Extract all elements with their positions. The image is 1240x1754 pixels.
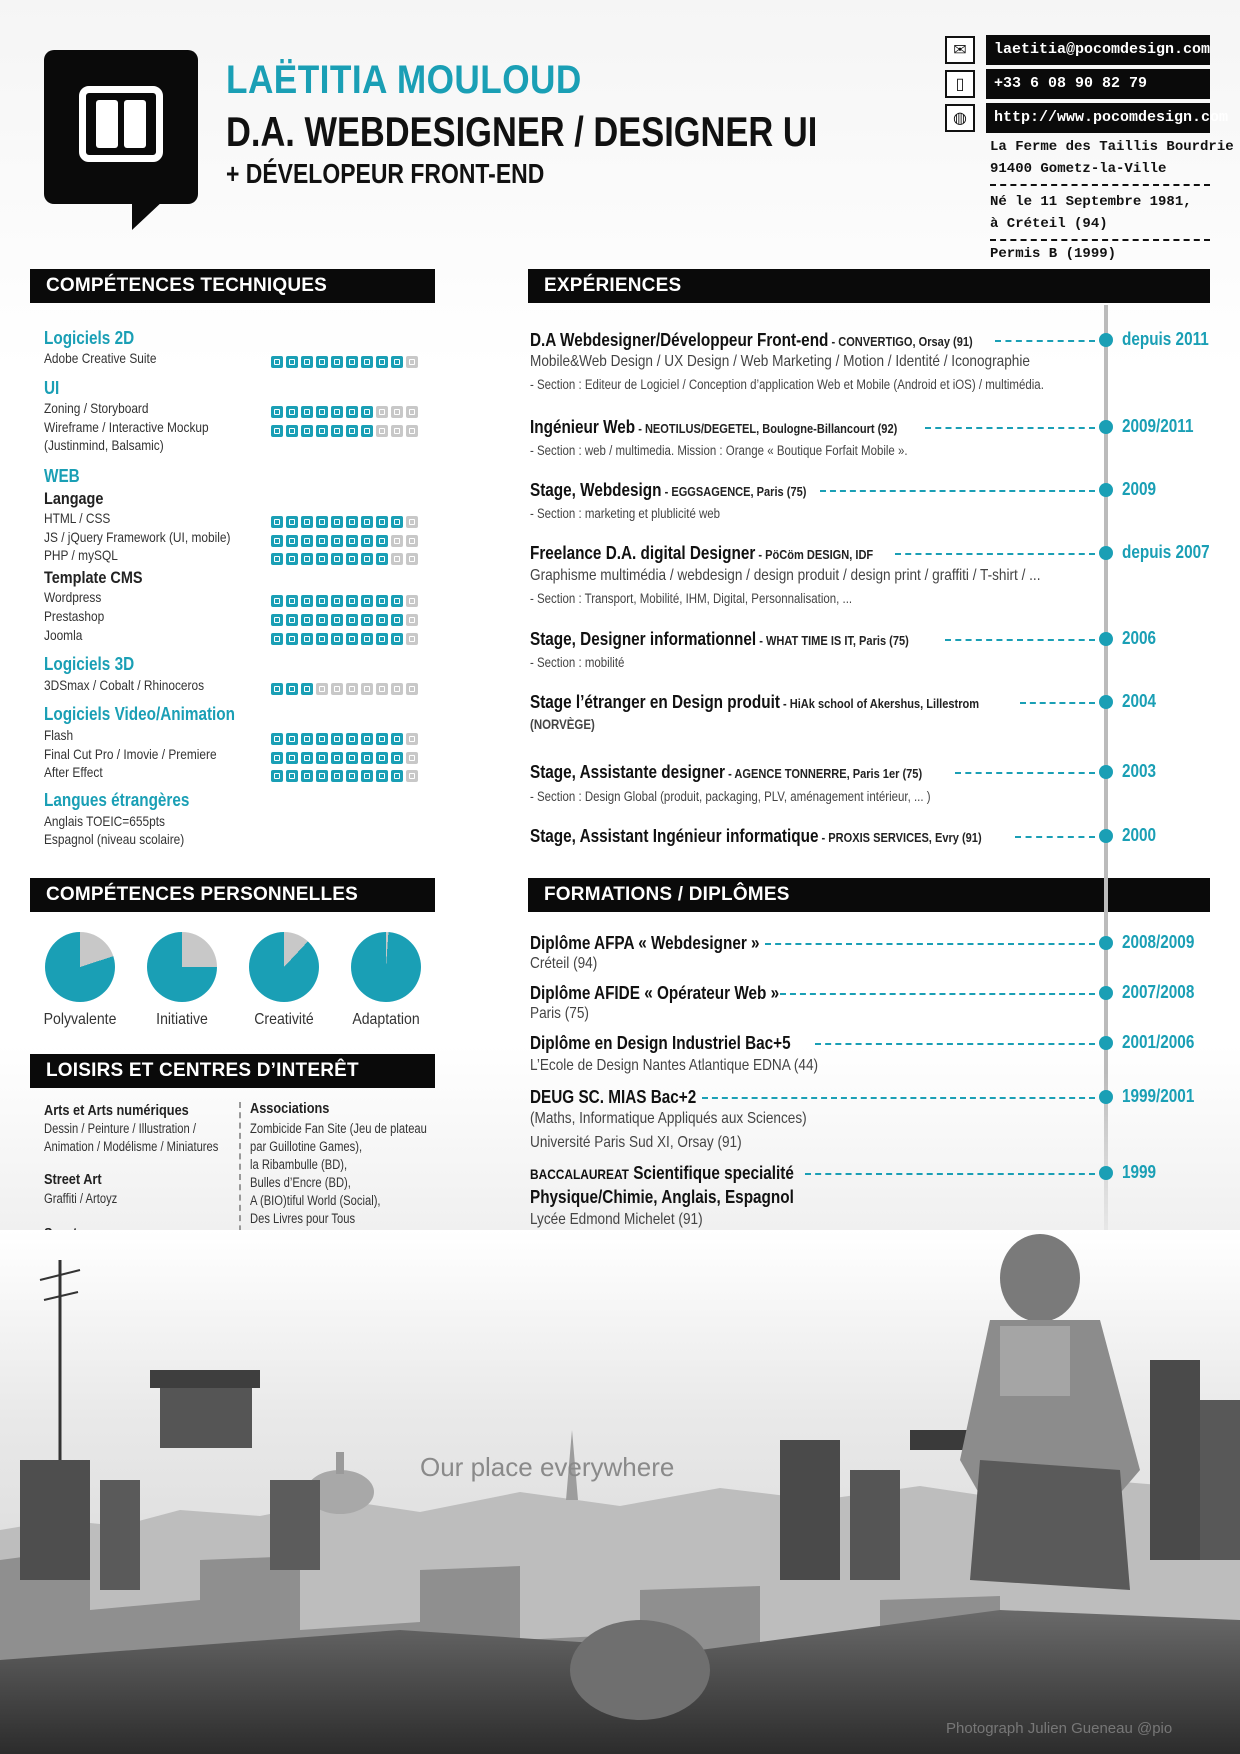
rating-square-filled: [346, 733, 358, 745]
education-title: DEUG SC. MIAS Bac+2: [530, 1087, 697, 1107]
rating-square-filled: [391, 516, 403, 528]
skill-name: (Justinmind, Balsamic): [44, 437, 164, 453]
rating-square-empty: [406, 356, 418, 368]
timeline-connector: [895, 553, 1095, 555]
birth-line-1: Né le 11 Septembre 1981,: [990, 194, 1192, 210]
timeline-connector: [945, 639, 1095, 641]
rating-square-filled: [301, 425, 313, 437]
rating-square-filled: [346, 595, 358, 607]
skill-name: Adobe Creative Suite: [44, 350, 157, 366]
rating-square-filled: [346, 535, 358, 547]
timeline-connector: [805, 1173, 1095, 1175]
email-link[interactable]: laetitia@pocomdesign.com: [986, 35, 1210, 65]
timeline-dot: [1099, 765, 1113, 779]
rating-square-filled: [376, 553, 388, 565]
rating-square-filled: [346, 356, 358, 368]
skill-name: Prestashop: [44, 608, 105, 624]
slogan: Our place everywhere: [420, 1452, 675, 1482]
skill-name: Final Cut Pro / Imovie / Premiere: [44, 746, 217, 762]
section-header-leisure: LOISIRS ET CENTRES D’INTERÊT: [30, 1054, 435, 1088]
rating-square-filled: [301, 752, 313, 764]
phone-number[interactable]: +33 6 08 90 82 79: [986, 69, 1210, 99]
experience-title: D.A Webdesigner/Développeur Front-end - CONVERTIGO, Orsay (91): [530, 330, 973, 350]
rating-square-filled: [361, 535, 373, 547]
rating-square-empty: [331, 683, 343, 695]
rating-square-filled: [271, 733, 283, 745]
skill-rating: [271, 733, 418, 745]
section-header-experiences: EXPÉRIENCES: [528, 269, 1210, 303]
rating-square-filled: [361, 633, 373, 645]
timeline-connector: [955, 772, 1095, 774]
skill-name: PHP / mySQL: [44, 547, 118, 563]
timeline-connector: [1020, 702, 1095, 704]
timeline-dot: [1099, 1036, 1113, 1050]
timeline-dot: [1099, 986, 1113, 1000]
leisure-text: la Ribambulle (BD),: [250, 1157, 348, 1172]
skill-name: Joomla: [44, 627, 83, 643]
mobile-phone-icon: ▯: [945, 70, 975, 98]
timeline-dot: [1099, 1166, 1113, 1180]
rating-square-filled: [346, 633, 358, 645]
experience-country: (NORVÈGE): [530, 717, 595, 732]
rating-square-filled: [331, 770, 343, 782]
rating-square-filled: [331, 733, 343, 745]
rating-square-filled: [316, 614, 328, 626]
rating-square-empty: [406, 683, 418, 695]
pie-initiative: [147, 932, 217, 1002]
rating-square-filled: [376, 595, 388, 607]
job-title: D.A. WEBDESIGNER / DESIGNER UI: [226, 108, 818, 155]
education-year: 1999/2001: [1122, 1086, 1195, 1106]
rating-square-filled: [286, 683, 298, 695]
rating-square-filled: [301, 356, 313, 368]
rating-square-empty: [406, 516, 418, 528]
skill-category-web: WEB: [44, 466, 80, 486]
rating-square-filled: [331, 614, 343, 626]
timeline-dot: [1099, 695, 1113, 709]
skill-rating: [271, 683, 418, 695]
rating-square-filled: [391, 733, 403, 745]
rating-square-empty: [406, 535, 418, 547]
rating-square-filled: [271, 356, 283, 368]
rating-square-filled: [376, 516, 388, 528]
pie-creativite: [249, 932, 319, 1002]
pie-label: Polyvalente: [43, 1011, 117, 1028]
experience-desc: Graphisme multimédia / webdesign / design produit / design print / graffiti / T-shirt / ...: [530, 567, 1041, 584]
experience-title: Stage, Designer informationnel - WHAT TIME IS IT, Paris (75): [530, 629, 909, 649]
website-link[interactable]: http://www.pocomdesign.com: [986, 103, 1210, 133]
rating-square-empty: [391, 425, 403, 437]
timeline-dot: [1099, 546, 1113, 560]
rating-square-empty: [376, 406, 388, 418]
experience-year: depuis 2007: [1122, 542, 1210, 562]
rating-square-filled: [271, 633, 283, 645]
leisure-text: Animation / Modélisme / Miniatures: [44, 1139, 219, 1154]
skill-category-languages: Langues étrangères: [44, 790, 190, 810]
rating-square-filled: [316, 752, 328, 764]
rating-square-filled: [301, 733, 313, 745]
rating-square-filled: [361, 356, 373, 368]
rating-square-filled: [286, 752, 298, 764]
rating-square-filled: [331, 595, 343, 607]
pie-label: Initiative: [156, 1011, 208, 1028]
education-place: (Maths, Informatique Appliqués aux Sciences): [530, 1110, 807, 1127]
skill-category-2d: Logiciels 2D: [44, 328, 135, 348]
rating-square-filled: [391, 770, 403, 782]
experience-section: - Section : mobilité: [530, 655, 625, 670]
rating-square-filled: [376, 614, 388, 626]
rating-square-filled: [331, 425, 343, 437]
education-year: 1999: [1122, 1162, 1157, 1182]
rating-square-filled: [331, 356, 343, 368]
leisure-heading: Arts et Arts numériques: [44, 1102, 189, 1119]
timeline-dot: [1099, 483, 1113, 497]
rating-square-filled: [271, 553, 283, 565]
leisure-text: Dessin / Peinture / Illustration /: [44, 1121, 196, 1136]
timeline-connector: [925, 427, 1095, 429]
rating-square-empty: [406, 752, 418, 764]
rating-square-filled: [316, 553, 328, 565]
experience-year: 2009: [1122, 479, 1157, 499]
skill-rating: [271, 406, 418, 418]
rating-square-filled: [346, 406, 358, 418]
rating-square-empty: [376, 683, 388, 695]
timeline-connector: [820, 490, 1095, 492]
experience-section: - Section : marketing et plublicité web: [530, 506, 721, 521]
skill-name: Wordpress: [44, 589, 102, 605]
leisure-text: Graffiti / Artoyz: [44, 1191, 118, 1206]
rating-square-filled: [316, 733, 328, 745]
rating-square-empty: [361, 683, 373, 695]
leisure-text: A (BIO)tiful World (Social),: [250, 1193, 381, 1208]
section-header-education: FORMATIONS / DIPLÔMES: [528, 878, 1210, 912]
rating-square-filled: [331, 535, 343, 547]
rating-square-filled: [271, 595, 283, 607]
leisure-text: par Guillotine Games),: [250, 1139, 363, 1154]
skill-subcategory-cms: Template CMS: [44, 568, 143, 587]
rating-square-filled: [346, 425, 358, 437]
timeline-connector: [765, 943, 1095, 945]
rating-square-filled: [376, 535, 388, 547]
timeline-connector: [780, 993, 1095, 995]
rating-square-filled: [301, 683, 313, 695]
education-year: 2008/2009: [1122, 932, 1195, 952]
rating-square-filled: [286, 614, 298, 626]
rating-square-filled: [361, 770, 373, 782]
experience-title: Stage, Assistant Ingénieur informatique - PROXIS SERVICES, Evry (91): [530, 826, 982, 846]
rating-square-filled: [301, 770, 313, 782]
person-name: LAËTITIA MOULOUD: [226, 58, 582, 102]
skill-category-3d: Logiciels 3D: [44, 654, 135, 674]
rating-square-filled: [391, 752, 403, 764]
education-year: 2001/2006: [1122, 1032, 1195, 1052]
contact-divider: [990, 239, 1210, 241]
experience-section: - Section : web / multimedia. Mission : Orange « Boutique Forfait Mobile ».: [530, 443, 908, 458]
leisure-text: Des Livres pour Tous: [250, 1211, 356, 1226]
timeline-line: [1104, 305, 1108, 1265]
timeline-dot: [1099, 420, 1113, 434]
driving-license: Permis B (1999): [990, 246, 1117, 262]
rating-square-filled: [331, 406, 343, 418]
skill-category-video: Logiciels Video/Animation: [44, 704, 235, 724]
rating-square-empty: [391, 683, 403, 695]
timeline-dot: [1099, 1090, 1113, 1104]
education-title: BACCALAUREAT Scientifique specialité: [530, 1163, 794, 1183]
timeline-dot: [1099, 632, 1113, 646]
rating-square-filled: [361, 406, 373, 418]
pie-adaptation: [351, 932, 421, 1002]
leisure-text: Bulles d’Encre (BD),: [250, 1175, 351, 1190]
experience-year: depuis 2011: [1122, 329, 1209, 349]
experience-title: Freelance D.A. digital Designer - PöCöm DESIGN, IDF: [530, 543, 874, 563]
skill-rating: [271, 356, 418, 368]
education-specialty: Physique/Chimie, Anglais, Espagnol: [530, 1187, 794, 1207]
photo-credit: Photograph Julien Gueneau @pio: [946, 1720, 1173, 1737]
rating-square-filled: [391, 356, 403, 368]
education-place: Créteil (94): [530, 955, 598, 972]
skill-rating: [271, 425, 418, 437]
rating-square-filled: [391, 595, 403, 607]
rating-square-filled: [271, 425, 283, 437]
education-place: Université Paris Sud XI, Orsay (91): [530, 1134, 742, 1151]
rating-square-filled: [331, 553, 343, 565]
education-place: Paris (75): [530, 1005, 589, 1022]
experience-year: 2000: [1122, 825, 1157, 845]
rating-square-filled: [376, 770, 388, 782]
timeline-connector: [815, 1043, 1095, 1045]
experience-section: - Section : Design Global (produit, packaging, PLV, aménagement intérieur, ... ): [530, 789, 931, 804]
leisure-text: Zombicide Fan Site (Jeu de plateau: [250, 1121, 427, 1136]
rating-square-filled: [286, 595, 298, 607]
rating-square-filled: [316, 770, 328, 782]
rating-square-empty: [406, 633, 418, 645]
rating-square-filled: [346, 614, 358, 626]
rating-square-filled: [271, 752, 283, 764]
skill-name: JS / jQuery Framework (UI, mobile): [44, 529, 231, 545]
rating-square-filled: [376, 752, 388, 764]
experience-year: 2009/2011: [1122, 416, 1194, 436]
address-line-2: 91400 Gometz-la-Ville: [990, 161, 1167, 177]
language-english: Anglais TOEIC=655pts: [44, 813, 165, 829]
pie-label: Adaptation: [352, 1011, 420, 1028]
rating-square-filled: [286, 733, 298, 745]
rating-square-filled: [271, 535, 283, 547]
rating-square-empty: [406, 595, 418, 607]
rating-square-filled: [316, 595, 328, 607]
rating-square-filled: [361, 425, 373, 437]
skill-rating: [271, 516, 418, 528]
experience-desc: Mobile&Web Design / UX Design / Web Marketing / Motion / Identité / Iconographie: [530, 353, 1030, 370]
rooftop-photo: [0, 1230, 1240, 1754]
rating-square-filled: [301, 516, 313, 528]
rating-square-filled: [286, 770, 298, 782]
rating-square-filled: [316, 535, 328, 547]
timeline-dot: [1099, 333, 1113, 347]
rating-square-filled: [301, 595, 313, 607]
language-spanish: Espagnol (niveau scolaire): [44, 831, 185, 847]
rating-square-filled: [286, 425, 298, 437]
skill-rating: [271, 752, 418, 764]
skill-rating: [271, 553, 418, 565]
education-place: Lycée Edmond Michelet (91): [530, 1211, 703, 1228]
rooftop-photo-illustration: [0, 1230, 1240, 1754]
envelope-icon: ✉: [945, 36, 975, 64]
rating-square-filled: [361, 516, 373, 528]
skill-name: After Effect: [44, 764, 103, 780]
skill-rating: [271, 614, 418, 626]
timeline-connector: [1015, 836, 1095, 838]
skill-subcategory-langage: Langage: [44, 489, 104, 508]
rating-square-filled: [316, 406, 328, 418]
address-line-1: La Ferme des Taillis Bourdrie: [990, 139, 1234, 155]
rating-square-filled: [391, 633, 403, 645]
rating-square-filled: [361, 614, 373, 626]
rating-square-filled: [346, 752, 358, 764]
rating-square-filled: [286, 633, 298, 645]
education-title: Diplôme en Design Industriel Bac+5: [530, 1033, 791, 1053]
experience-year: 2004: [1122, 691, 1157, 711]
skill-rating: [271, 595, 418, 607]
skill-name: HTML / CSS: [44, 510, 111, 526]
rating-square-filled: [301, 633, 313, 645]
education-place: L’Ecole de Design Nantes Atlantique EDNA (44): [530, 1057, 819, 1074]
skill-category-ui: UI: [44, 378, 60, 398]
rating-square-filled: [316, 356, 328, 368]
rating-square-empty: [406, 614, 418, 626]
rating-square-filled: [271, 614, 283, 626]
rating-square-filled: [361, 553, 373, 565]
pie-polyvalente: [45, 932, 115, 1002]
rating-square-filled: [316, 633, 328, 645]
pie-label: Creativité: [254, 1011, 314, 1028]
globe-icon: ◍: [945, 104, 975, 132]
experience-title: Stage l’étranger en Design produit - HiAk school of Akershus, Lillestrom: [530, 692, 980, 712]
rating-square-empty: [391, 553, 403, 565]
logo-speech-tail: [132, 200, 164, 230]
experience-title: Ingénieur Web - NEOTILUS/DEGETEL, Boulogne-Billancourt (92): [530, 417, 898, 437]
job-subtitle: + DÉVELOPEUR FRONT-END: [226, 158, 545, 189]
rating-square-filled: [271, 406, 283, 418]
rating-square-filled: [391, 614, 403, 626]
experience-title: Stage, Webdesign - EGGSAGENCE, Paris (75): [530, 480, 807, 500]
rating-square-filled: [286, 406, 298, 418]
leisure-heading: Street Art: [44, 1171, 102, 1188]
rating-square-filled: [361, 595, 373, 607]
experience-title: Stage, Assistante designer - AGENCE TONNERRE, Paris 1er (75): [530, 762, 923, 782]
skill-name: Flash: [44, 727, 74, 743]
section-header-personal-skills: COMPÉTENCES PERSONNELLES: [30, 878, 435, 912]
skill-rating: [271, 535, 418, 547]
rating-square-filled: [331, 516, 343, 528]
rating-square-filled: [286, 356, 298, 368]
rating-square-empty: [406, 553, 418, 565]
experience-section: - Section : Editeur de Logiciel / Conception d’application Web et Mobile (Android et iOS) / multimédia.: [530, 377, 1044, 392]
timeline-connector: [995, 340, 1095, 342]
rating-square-filled: [361, 752, 373, 764]
leisure-heading: Associations: [250, 1100, 330, 1117]
rating-square-filled: [286, 553, 298, 565]
rating-square-filled: [316, 516, 328, 528]
rating-square-filled: [346, 770, 358, 782]
rating-square-filled: [271, 770, 283, 782]
skill-name: 3DSmax / Cobalt / Rhinoceros: [44, 677, 205, 693]
contact-divider: [990, 184, 1210, 186]
experience-year: 2006: [1122, 628, 1157, 648]
skill-rating: [271, 770, 418, 782]
rating-square-filled: [301, 406, 313, 418]
rating-square-filled: [286, 535, 298, 547]
rating-square-filled: [331, 752, 343, 764]
rating-square-filled: [286, 516, 298, 528]
rating-square-empty: [391, 535, 403, 547]
skill-name: Wireframe / Interactive Mockup: [44, 419, 209, 435]
experience-section: - Section : Transport, Mobilité, IHM, Digital, Personnalisation, ...: [530, 591, 853, 606]
rating-square-empty: [316, 683, 328, 695]
rating-square-filled: [376, 356, 388, 368]
birth-line-2: à Créteil (94): [990, 216, 1108, 232]
logo-mark: [79, 86, 163, 162]
rating-square-empty: [406, 770, 418, 782]
rating-square-empty: [391, 406, 403, 418]
skill-rating: [271, 633, 418, 645]
rating-square-filled: [301, 614, 313, 626]
rating-square-filled: [346, 516, 358, 528]
rating-square-filled: [271, 516, 283, 528]
section-header-tech-skills: COMPÉTENCES TECHNIQUES: [30, 269, 435, 303]
rating-square-empty: [406, 406, 418, 418]
rating-square-filled: [346, 553, 358, 565]
rating-square-filled: [271, 683, 283, 695]
rating-square-filled: [301, 553, 313, 565]
education-year: 2007/2008: [1122, 982, 1195, 1002]
rating-square-filled: [361, 733, 373, 745]
rating-square-filled: [301, 535, 313, 547]
timeline-dot: [1099, 829, 1113, 843]
rating-square-filled: [376, 733, 388, 745]
rating-square-empty: [376, 425, 388, 437]
rating-square-filled: [316, 425, 328, 437]
rating-square-filled: [331, 633, 343, 645]
timeline-connector: [702, 1097, 1095, 1099]
education-title: Diplôme AFIDE « Opérateur Web »: [530, 983, 780, 1003]
rating-square-empty: [406, 733, 418, 745]
education-title: Diplôme AFPA « Webdesigner »: [530, 933, 760, 953]
rating-square-empty: [406, 425, 418, 437]
experience-year: 2003: [1122, 761, 1157, 781]
timeline-dot: [1099, 936, 1113, 950]
rating-square-filled: [376, 633, 388, 645]
skill-name: Zoning / Storyboard: [44, 400, 149, 416]
rating-square-empty: [346, 683, 358, 695]
